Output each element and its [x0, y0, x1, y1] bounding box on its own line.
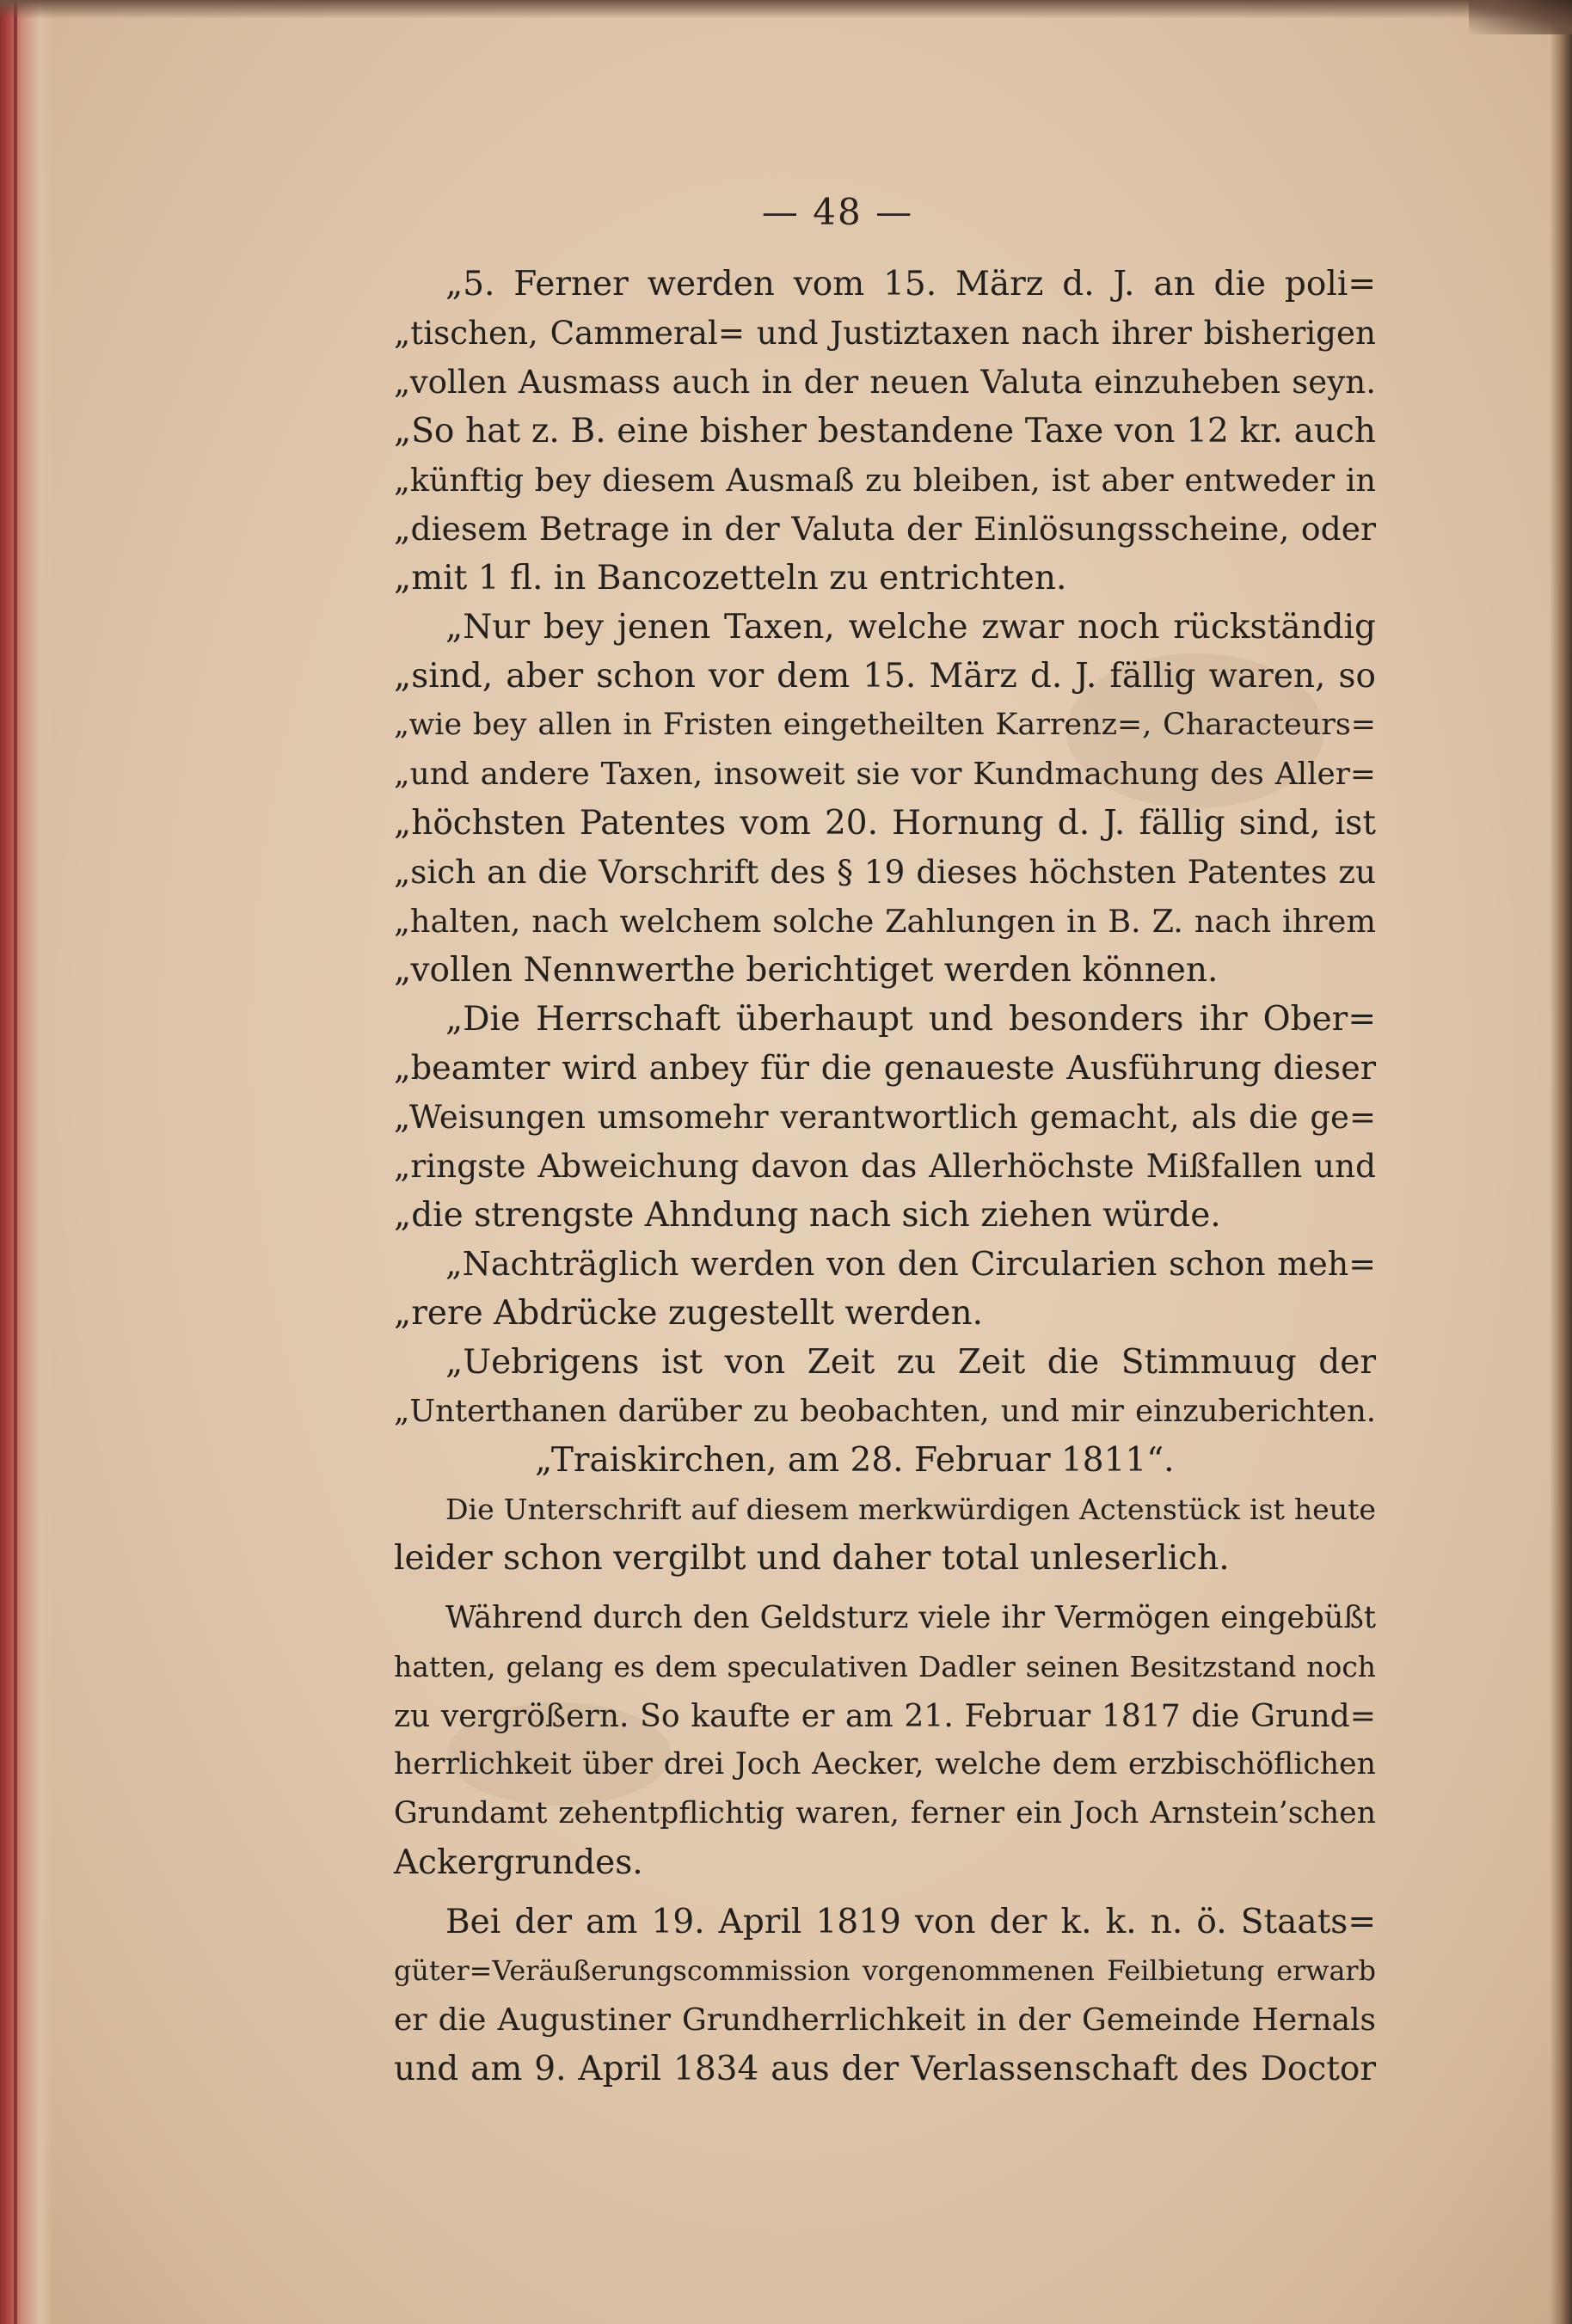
text-line: „Die Herrschaft überhaupt und besonders ihr Ober=: [445, 1000, 1376, 1039]
text-line: „wie bey allen in Fristen eingetheilten Karrenz=, Characteurs=: [394, 708, 1376, 742]
text-line: „So hat z. B. eine bisher bestandene Taxe von 12 kr. auch: [394, 412, 1376, 451]
page-corner-shadow: [1469, 0, 1572, 34]
text-line: „und andere Taxen, insoweit sie vor Kundmachung des Aller=: [394, 757, 1376, 792]
text-line: „ringste Abweichung davon das Allerhöchste Mißfallen und: [394, 1147, 1376, 1185]
text-line: „sich an die Vorschrift des § 19 dieses höchsten Patentes zu: [394, 853, 1376, 891]
page-binding-edge: [0, 0, 53, 2324]
body-text: [394, 260, 1376, 2094]
text-line: „Nachträglich werden von den Circularien schon meh=: [445, 1245, 1376, 1283]
text-line: „Weisungen umsomehr verantwortlich gemacht, als die ge=: [394, 1099, 1376, 1136]
text-line: „vollen Nennwerthe berichtiget werden können.: [394, 951, 1219, 990]
text-line: und am 9. April 1834 aus der Verlassenschaft des Doctor: [394, 2050, 1376, 2088]
text-line: „Unterthanen darüber zu beobachten, und mir einzuberichten.: [394, 1394, 1376, 1429]
text-line: „vollen Ausmass auch in der neuen Valuta einzuheben seyn.: [394, 364, 1376, 401]
text-line: „diesem Betrage in der Valuta der Einlösungsscheine, oder: [394, 510, 1376, 548]
text-line: Die Unterschrift auf diesem merkwürdigen Actenstück ist heute: [445, 1493, 1376, 1526]
binding-rule: [14, 0, 17, 2324]
signoff-line: „Traiskirchen, am 28. Februar 1811“.: [535, 1441, 1175, 1480]
page-top-edge: [0, 0, 1572, 19]
text-line: er die Augustiner Grundherrlichkeit in der Gemeinde Hernals: [394, 2002, 1376, 2038]
text-line: „sind, aber schon vor dem 15. März d. J. fällig waren, so: [394, 657, 1376, 696]
text-line: „Nur bey jenen Taxen, welche zwar noch rückständig: [445, 608, 1376, 647]
text-line: „beamter wird anbey für die genaueste Ausführung dieser: [394, 1049, 1376, 1087]
text-line: „tischen, Cammeral= und Justiztaxen nach ihrer bisherigen: [394, 314, 1376, 352]
text-line: leider schon vergilbt und daher total unleserlich.: [394, 1539, 1230, 1578]
text-line: Grundamt zehentpflichtig waren, ferner ein Joch Arnstein’schen: [394, 1796, 1376, 1830]
text-line: güter=Veräußerungscommission vorgenommenen Feilbietung erwarb: [394, 1954, 1376, 1987]
text-line: „die strengste Ahndung nach sich ziehen würde.: [394, 1196, 1221, 1235]
text-line: „halten, nach welchem solche Zahlungen in B. Z. nach ihrem: [394, 903, 1376, 940]
text-line: Ackergrundes.: [394, 1843, 643, 1882]
text-line: „5. Ferner werden vom 15. März d. J. an die poli=: [445, 265, 1376, 304]
text-line: „höchsten Patentes vom 20. Hornung d. J. fällig sind, ist: [394, 804, 1376, 843]
text-line: herrlichkeit über drei Joch Aecker, welche dem erzbischöflichen: [394, 1747, 1376, 1781]
page-number: — 48 —: [761, 191, 914, 233]
text-line: „mit 1 fl. in Bancozetteln zu entrichten.: [394, 559, 1067, 598]
page-right-edge: [1550, 0, 1572, 2324]
text-line: Während durch den Geldsturz viele ihr Vermögen eingebüßt: [445, 1600, 1376, 1635]
text-line: Bei der am 19. April 1819 von der k. k. n. ö. Staats=: [445, 1903, 1376, 1941]
text-line: „rere Abdrücke zugestellt werden.: [394, 1294, 984, 1333]
text-line: „Uebrigens ist von Zeit zu Zeit die Stimmuug der: [445, 1343, 1376, 1382]
text-line: „künftig bey diesem Ausmaß zu bleiben, ist aber entweder in: [394, 462, 1376, 499]
text-line: hatten, gelang es dem speculativen Dadler seinen Besitzstand noch: [394, 1650, 1376, 1683]
text-line: zu vergrößern. So kaufte er am 21. Februar 1817 die Grund=: [394, 1697, 1376, 1734]
